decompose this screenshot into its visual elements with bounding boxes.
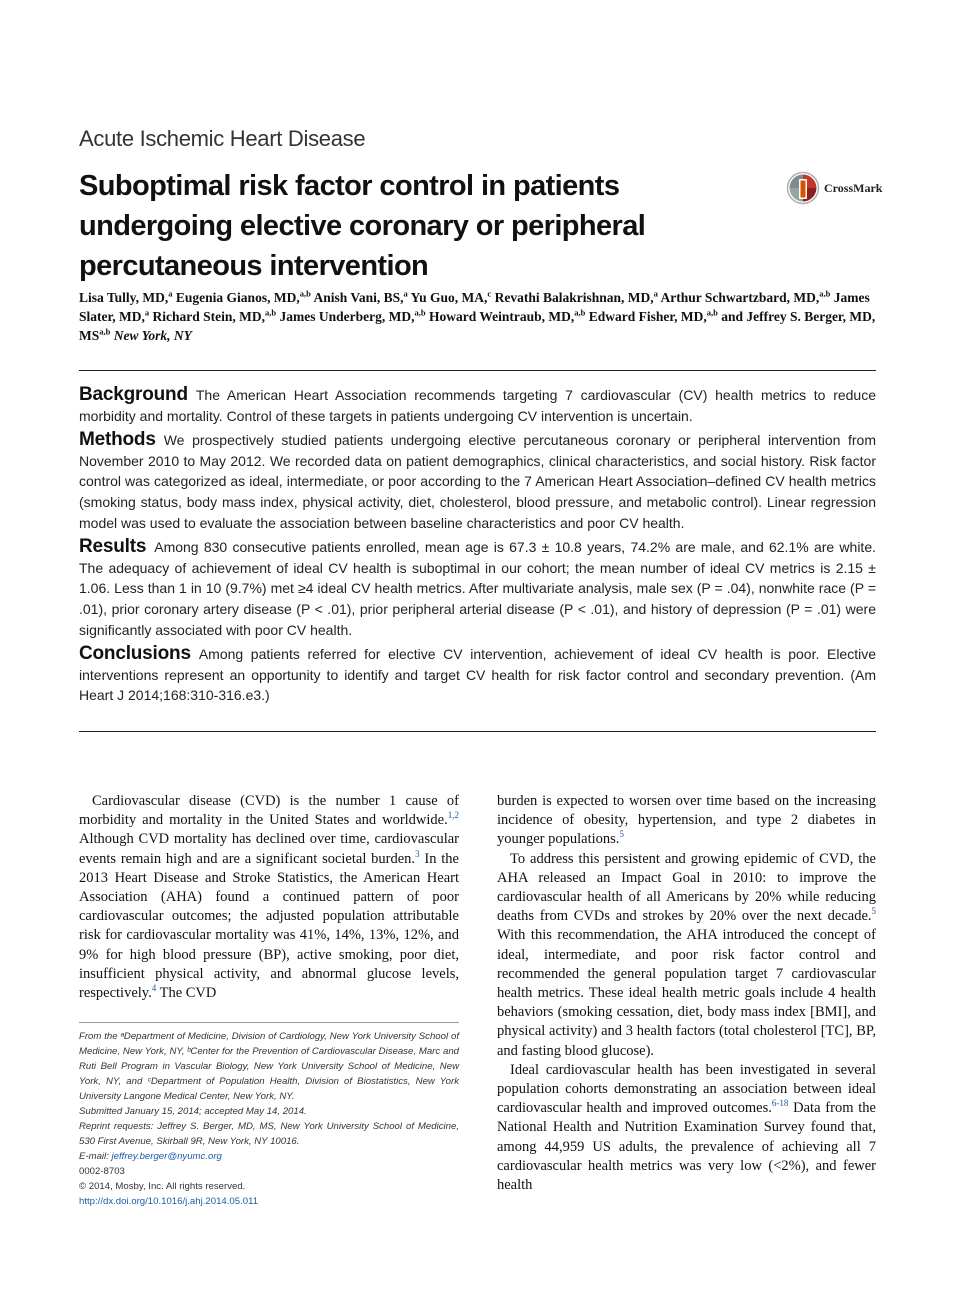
abstract-heading: Methods — [79, 429, 156, 451]
crossmark-label: CrossMark — [824, 180, 883, 195]
author-name: Howard Weintraub, MD, — [428, 309, 575, 324]
footnote-issn: 0002-8703 — [79, 1166, 125, 1177]
author-name: and Jeffrey S. Berger, MD, MS — [79, 309, 876, 343]
footnote-submitted: Submitted January 15, 2014; accepted May 14, 2014. — [79, 1106, 307, 1117]
author-name: Lisa Tully, MD, — [79, 290, 169, 305]
author-affiliation-mark: c — [487, 288, 492, 299]
body-text: Although CVD mortality has declined over time, cardiovascular events remain high and are a significant societal burden. — [79, 831, 459, 867]
citation-link[interactable]: 5 — [619, 829, 624, 840]
abstract-background — [79, 385, 876, 426]
body-text: burden is expected to worsen over time based on the increasing incidence of obesity, hypertension, and type 2 diabetes in younger populations. — [497, 793, 876, 848]
body-text: To address this persistent and growing epidemic of CVD, the AHA released an Impact Goal in 2010: to improve the cardiovascular health of all Americans by 20% while reducing deaths from CVDs and strokes by 20% over the next decade. — [497, 850, 876, 925]
body-text: Data from the National Health and Nutrition Examination Survey found that, among 44,959 US adults, the prevalence of achieving all 7 cardiovascular health metrics was very low (<2%), and fewer health — [497, 1100, 876, 1194]
author-name: James Underberg, MD, — [279, 309, 415, 324]
footnotes — [79, 1029, 459, 1209]
author-name: Edward Fisher, MD, — [588, 309, 707, 324]
author-name: Arthur Schwartzbard, MD, — [660, 290, 820, 305]
crossmark-icon — [786, 171, 820, 205]
author-affiliation-mark: a,b — [299, 288, 311, 299]
citation-link[interactable]: 5 — [871, 906, 876, 917]
abstract-text: The American Heart Association recommends targeting 7 cardiovascular (CV) health metrics to reduce morbidity and mortality. Control of these targets in patients undergoing CV intervention is uncertain. — [79, 387, 876, 424]
abstract-top-rule — [79, 370, 876, 371]
body-text: Ideal cardiovascular health has been investigated in several population cohorts demonstrating an association between ideal cardiovascular health and improved outcomes. — [497, 1061, 876, 1117]
abstract-results — [79, 537, 876, 640]
abstract-bottom-rule — [79, 731, 876, 732]
author-affiliation-mark: a,b — [574, 307, 586, 318]
author-name: Revathi Balakrishnan, MD, — [494, 290, 654, 305]
body-column-right — [497, 792, 876, 1195]
citation-link[interactable]: 6-18 — [771, 1098, 789, 1109]
author-name: Anish Vani, BS, — [313, 290, 404, 305]
abstract-conclusions — [79, 644, 876, 706]
body-text: With this recommendation, the AHA introduced the concept of ideal, intermediate, and poor risk factor control and recommended the general population target 7 cardiovascular health metrics. These ideal health metric goals include 4 health behaviors (smoking cessation, diet, body mass index [BMI], and physical activity) and 3 health factors (total cholesterol [TC], BP, and fasting blood glucose). — [497, 927, 876, 1059]
author-affiliation-mark: a,b — [265, 307, 277, 318]
author-list — [79, 288, 879, 345]
author-name: Yu Guo, MA, — [410, 290, 488, 305]
abstract-text: We prospectively studied patients undergoing elective percutaneous coronary or peripheral intervention from November 2010 to May 2012. We recorded data on patient demographics, clinical characteristics, and social history. Risk factor control was categorized as ideal, intermediate, or poor according to the 7 American Heart Association–defined CV health metrics (smoking status, body mass index, physical activity, diet, cholesterol, blood pressure, and metabolic control). Linear regression model was used to evaluate the association between baseline characteristics and poor CV health. — [79, 432, 876, 531]
author-affiliation-mark: a,b — [414, 307, 426, 318]
body-column-left — [79, 792, 459, 1003]
author-affiliation-mark: a — [144, 307, 150, 318]
footnote-copyright: © 2014, Mosby, Inc. All rights reserved. — [79, 1181, 246, 1192]
abstract-methods — [79, 430, 876, 533]
citation-link[interactable]: 4 — [151, 983, 157, 994]
body-text: The CVD — [156, 985, 217, 1002]
section-label: Acute Ischemic Heart Disease — [79, 126, 366, 151]
body-text: Cardiovascular disease (CVD) is the number 1 cause of morbidity and mortality in the United States and worldwide. — [79, 793, 459, 829]
author-place: New York, NY — [113, 328, 192, 343]
author-affiliation-mark: a,b — [99, 326, 111, 337]
abstract — [79, 385, 876, 710]
citation-link[interactable]: 1,2 — [447, 810, 459, 821]
abstract-heading: Background — [79, 384, 188, 405]
author-affiliation-mark: a — [403, 288, 408, 299]
footnote-reprint: Reprint requests: Jeffrey S. Berger, MD, MS, New York University School of Medicine, 530 First Avenue, Skirball 9R, New York, NY 10016. — [79, 1121, 459, 1147]
author-affiliation-mark: a — [653, 288, 658, 299]
email-link[interactable]: jeffrey.berger@nyumc.org — [111, 1151, 222, 1162]
body-paragraph — [497, 792, 876, 850]
body-paragraph — [497, 1061, 876, 1195]
abstract-heading: Conclusions — [79, 643, 191, 665]
author-name: Eugenia Gianos, MD, — [175, 290, 300, 305]
citation-link[interactable]: 3 — [415, 848, 420, 859]
abstract-text: Among patients referred for elective CV intervention, achievement of ideal CV health is poor. Elective interventions represent an opportunity to identify and target CV health for risk factor control and secondary prevention. (Am Heart J 2014;168:310-316.e3.) — [79, 646, 876, 704]
body-paragraph — [497, 850, 876, 1061]
article-title: Suboptimal risk factor control in patients undergoing elective coronary or peripheral percutaneous intervention — [79, 170, 646, 282]
abstract-text: Among 830 consecutive patients enrolled, mean age is 67.3 ± 10.8 years, 74.2% are male, and 62.1% are white. The adequacy of achievement of ideal CV health is suboptimal in our cohort; the mean number of ideal CV metrics is 2.15 ± 1.06. Less than 1 in 10 (9.7%) met ≥4 ideal CV health metrics. After multivariate analysis, male sex (P = .04), nonwhite race (P = .01), prior coronary artery disease (P < .01), prior peripheral arterial disease (P < .01), and history of depression (P = .01) were significantly associated with poor CV health. — [79, 539, 876, 638]
abstract-heading: Results — [79, 536, 147, 558]
author-name: James Slater, MD, — [79, 290, 870, 324]
crossmark-badge[interactable] — [786, 170, 886, 206]
body-paragraph — [79, 792, 459, 1003]
author-affiliation-mark: a,b — [819, 288, 831, 299]
author-affiliation-mark: a — [168, 288, 173, 299]
footnote-affiliations: From the ᵃDepartment of Medicine, Division of Cardiology, New York University School of Medicine, New York, NY, ᵇCenter for the Prevention of Cardiovascular Disease, Marc and Ruti Bell Program in Vascular Biology, New York University School of Medicine, New York, NY, and ᶜDepartment of Population Health, Division of Biostatistics, New York University Langone Medical Center, New York, NY. — [79, 1031, 459, 1102]
email-label: E-mail: — [79, 1151, 112, 1162]
footnote-email — [79, 1149, 459, 1164]
author-name: Richard Stein, MD, — [152, 309, 265, 324]
body-text: In the 2013 Heart Disease and Stroke Statistics, the American Heart Association (AHA) found a continued pattern of poor cardiovascular outcomes; the adjusted population attributable risk for cardiovascular mortality was 41%, 14%, 13%, 12%, and 9% for high blood pressure (BP), active smoking, poor diet, insufficient physical activity, and abnormal glucose levels, respectively. — [79, 850, 459, 1002]
footnote-rule — [79, 1022, 459, 1023]
doi-link[interactable]: http://dx.doi.org/10.1016/j.ahj.2014.05.011 — [79, 1196, 259, 1207]
author-affiliation-mark: a,b — [706, 307, 718, 318]
